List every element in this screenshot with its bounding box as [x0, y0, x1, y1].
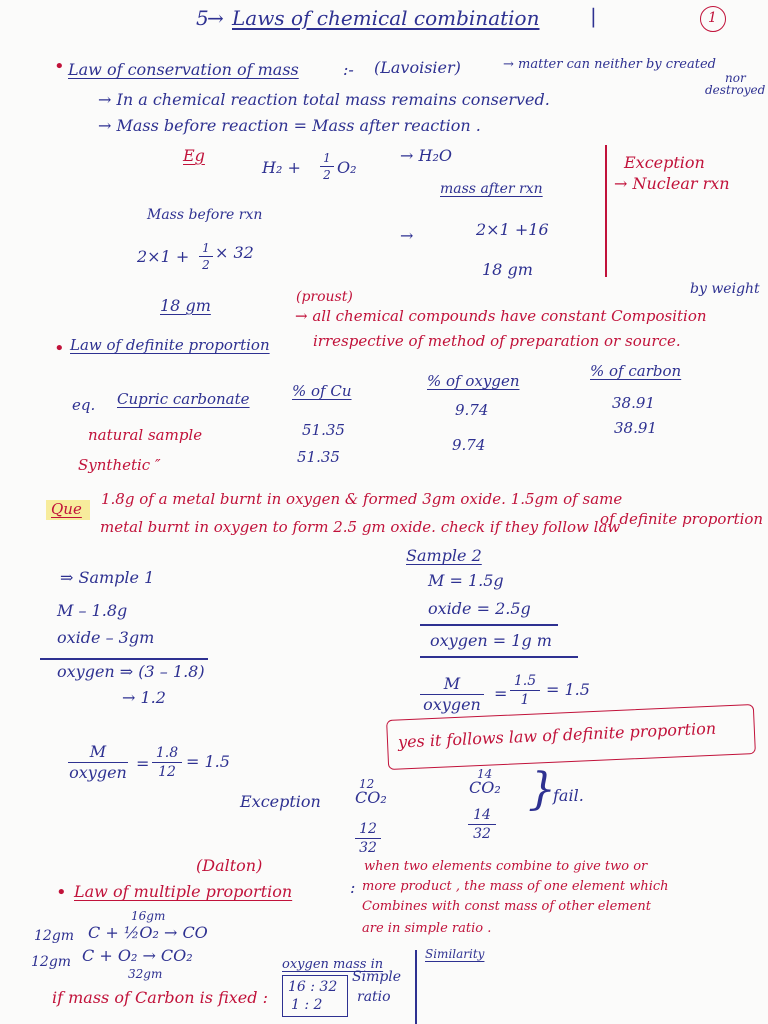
result-left: 18 gm	[160, 296, 211, 315]
similarity-label: Similarity	[425, 947, 485, 961]
sample2-ratio	[420, 676, 484, 713]
co2-b: CO₂	[469, 778, 501, 797]
definite-def-2: irrespective of method of preparation or source.	[313, 332, 681, 350]
definite-heading: Law of definite proportion	[70, 336, 270, 354]
conservation-line-1: → In a chemical reaction total mass remains conserved.	[98, 90, 550, 109]
eq-h2o: → H₂O	[400, 146, 452, 165]
ratio-denominator: oxygen	[69, 763, 127, 782]
page-number-badge	[700, 6, 726, 32]
multiple-def-3: Combines with const mass of other element	[362, 899, 651, 914]
example-label: Eg	[183, 146, 205, 165]
conservation-person: (Lavoisier)	[374, 58, 461, 77]
conservation-heading: Law of conservation of mass	[68, 60, 299, 79]
table-cell-synthetic-carbon: 38.91	[614, 419, 657, 437]
reaction1-equation: C + ½O₂ → CO	[88, 923, 208, 942]
ratio-numerator: M	[420, 676, 484, 695]
co2-b-mass: 14	[477, 767, 493, 781]
by-weight-note: by weight	[690, 281, 760, 297]
table-header-cu: % of Cu	[292, 382, 352, 400]
co2-a: CO₂	[355, 788, 387, 807]
ratio-value-denominator: 1	[520, 692, 530, 708]
multiple-def-2: more product , the mass of one element which	[362, 879, 669, 894]
reaction1-mass: 12gm	[34, 928, 75, 944]
mass-before-label: Mass before rxn	[147, 207, 263, 223]
conservation-line-2: → Mass before reaction = Mass after reaction .	[98, 116, 481, 135]
sample2-rule	[420, 624, 558, 626]
conservation-def: → matter can neither by created	[503, 57, 716, 72]
definite-person: (proust)	[296, 289, 353, 305]
calc-right: 2×1 +16	[476, 220, 549, 239]
reaction2-oxygen-mass: 32gm	[128, 967, 163, 981]
eq-half-fraction	[320, 152, 334, 181]
question-line-2: metal burnt in oxygen to form 2.5 gm oxide. check if they follow law	[100, 518, 621, 536]
fraction-denominator: 32	[473, 826, 491, 842]
calc-half-fraction	[199, 242, 213, 271]
ratio-equals: =	[494, 684, 508, 703]
simple-label: Simple	[352, 969, 402, 985]
sample2-ratio-result: = 1.5	[546, 680, 590, 699]
multiple-def-4: are in simple ratio .	[362, 921, 492, 936]
eq-o2: O₂	[337, 158, 357, 177]
sample1-ratio-result: = 1.5	[186, 752, 230, 771]
question-line-1: 1.8g of a metal burnt in oxygen & formed 3gm oxide. 1.5gm of same	[101, 490, 623, 508]
ratio-denominator: oxygen	[423, 695, 481, 714]
table-header-oxygen: % of oxygen	[427, 372, 520, 390]
ratio-box-row-1: 16 : 32	[288, 979, 338, 995]
sample2-rule-2	[420, 656, 578, 658]
multiple-heading: Law of multiple proportion	[74, 882, 293, 901]
ratio-value-numerator: 1.8	[152, 746, 182, 763]
ratio-value-numerator: 1.5	[510, 674, 540, 691]
similarity-divider	[415, 950, 417, 1024]
sample1-oxygen-value: → 1.2	[122, 688, 166, 707]
divider-line	[605, 145, 607, 277]
reaction2-mass: 12gm	[31, 954, 72, 970]
question-line-3: of definite proportion	[600, 510, 764, 528]
multiple-def-1: when two elements combine to give two or	[364, 859, 648, 874]
table-row-synthetic-label: Synthetic ″	[78, 456, 161, 474]
ratio-numerator: M	[68, 744, 128, 763]
bullet-icon: •	[54, 338, 65, 359]
fraction-denominator: 2	[202, 258, 210, 272]
sample2-ratio-values	[510, 674, 540, 707]
fixed-carbon-note: if mass of Carbon is fixed :	[52, 988, 268, 1007]
conclusion-text: yes it follows law of definite proportion	[397, 718, 717, 752]
calc-left-end: × 32	[215, 243, 254, 262]
table-cell-synthetic-cu: 51.35	[297, 448, 340, 466]
fraction-denominator: 2	[323, 168, 331, 182]
reaction2-equation: C + O₂ → CO₂	[82, 946, 193, 965]
ratio-box	[282, 975, 348, 1017]
ratio-value-denominator: 12	[158, 764, 176, 780]
sample1-label: ⇒ Sample 1	[60, 568, 155, 587]
sample1-oxide: oxide – 3gm	[57, 628, 155, 647]
sample1-oxygen: oxygen ⇒ (3 – 1.8)	[57, 662, 205, 681]
table-cell-natural-carbon: 38.91	[612, 394, 655, 412]
result-right: 18 gm	[482, 260, 533, 279]
oxygen-mass-label: oxygen mass in	[282, 957, 384, 972]
ratio-box-row-2: 1 : 2	[291, 997, 323, 1013]
table-header-compound: Cupric carbonate	[117, 390, 250, 408]
ratio-label: ratio	[357, 989, 391, 1005]
table-cell-synthetic-oxygen: 9.74	[452, 436, 486, 454]
fraction-numerator: 1	[199, 242, 213, 257]
table-row-natural-label: natural sample	[88, 426, 203, 444]
conservation-sep: :-	[343, 60, 354, 79]
exception-label: Exception	[624, 153, 705, 172]
brace-icon: }	[528, 764, 556, 815]
sample2-mass: M = 1.5g	[428, 571, 504, 590]
exception-value: → Nuclear rxn	[614, 174, 730, 193]
fraction-numerator: 12	[355, 822, 381, 839]
co2-b-fraction	[468, 808, 496, 841]
table-cell-natural-cu: 51.35	[302, 421, 345, 439]
definite-def-1: → all chemical compounds have constant Composition	[295, 307, 707, 325]
page-number: 1	[708, 10, 717, 26]
calc-left: 2×1 +	[137, 247, 190, 266]
conservation-def-destroyed: destroyed	[705, 83, 766, 97]
fail-text: fail.	[553, 786, 584, 805]
section-number: 5	[196, 6, 209, 30]
sample1-mass: M – 1.8g	[57, 601, 128, 620]
title-end-mark: |	[590, 4, 597, 28]
page-title: Laws of chemical combination	[232, 6, 540, 30]
co2-a-fraction	[355, 822, 381, 855]
definite-eg: eq.	[72, 396, 96, 414]
sample1-rule	[40, 658, 208, 660]
sample2-oxide: oxide = 2.5g	[428, 599, 531, 618]
calc-arrow: →	[400, 226, 414, 245]
question-tag: Que	[51, 500, 82, 518]
eq-h2: H₂ +	[262, 158, 301, 177]
ratio-equals: =	[136, 754, 150, 773]
table-cell-natural-oxygen: 9.74	[455, 401, 489, 419]
bullet-icon: •	[56, 882, 67, 903]
conservation-def-nor: nor	[725, 71, 746, 85]
fraction-numerator: 1	[320, 152, 334, 167]
reaction1-oxygen-mass: 16gm	[131, 909, 166, 923]
table-header-carbon: % of carbon	[590, 362, 682, 380]
arrow-icon: →	[207, 6, 224, 30]
sample1-ratio-values	[152, 746, 182, 779]
sample1-ratio	[68, 744, 128, 781]
multiple-sep: :	[350, 878, 356, 897]
sample2-label: Sample 2	[406, 546, 482, 565]
bullet-icon: •	[54, 56, 65, 77]
exception-label-2: Exception	[240, 792, 321, 811]
co2-a-mass: 12	[359, 777, 375, 791]
fraction-numerator: 14	[468, 808, 496, 825]
multiple-person: (Dalton)	[196, 856, 263, 875]
mass-after-label: mass after rxn	[440, 181, 543, 197]
fraction-denominator: 32	[359, 840, 377, 856]
sample2-oxygen: oxygen = 1g m	[430, 631, 552, 650]
